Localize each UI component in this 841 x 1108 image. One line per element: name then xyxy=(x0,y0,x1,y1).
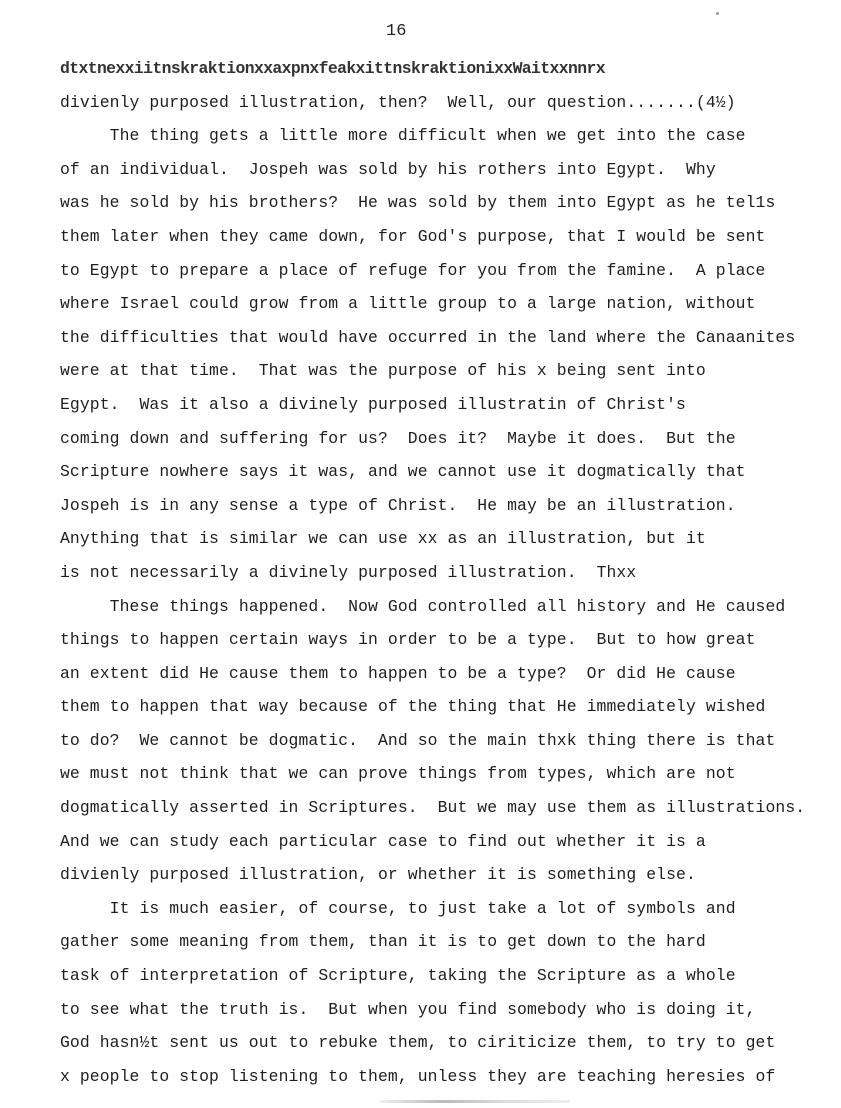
text-line: And we can study each particular case to find out whether it is a xyxy=(60,831,706,851)
scan-smudge xyxy=(380,1100,570,1103)
text-line: of an individual. Jospeh was sold by his rothers into Egypt. Why xyxy=(60,159,716,179)
text-line: was he sold by his brothers? He was sold by them into Egypt as he tel1s xyxy=(60,193,776,213)
text-line: The thing gets a little more difficult when we get into the case xyxy=(60,126,746,146)
text-line: we must not think that we can prove things from types, which are not xyxy=(60,764,736,784)
typewritten-body xyxy=(60,58,841,1099)
text-line: gather some meaning from them, than it is to get down to the hard xyxy=(60,932,706,952)
text-line: coming down and suffering for us? Does it? Maybe it does. But the xyxy=(60,428,736,448)
text-line: divienly purposed illustration, then? Well, our question.......(4½) xyxy=(60,92,736,112)
text-line: them to happen that way because of the thing that He immediately wished xyxy=(60,697,766,717)
text-line: These things happened. Now God controlled all history and He caused xyxy=(60,596,786,616)
text-line: things to happen certain ways in order to be a type. But to how great xyxy=(60,630,756,650)
text-line: to Egypt to prepare a place of refuge for you from the famine. A place xyxy=(60,260,766,280)
text-line: is not necessarily a divinely purposed illustration. Thxx xyxy=(60,562,637,582)
page-number: 16 xyxy=(386,22,407,41)
text-line: task of interpretation of Scripture, taking the Scripture as a whole xyxy=(60,966,736,986)
struck-out-line: dtxtnexxiitnskraktionxxaxpnxfeakxittnskraktionixxWaitxxnnrx xyxy=(60,59,605,78)
paper-speck xyxy=(716,12,719,15)
text-line: where Israel could grow from a little group to a large nation, without xyxy=(60,294,756,314)
text-line: dogmatically asserted in Scriptures. But we may use them as illustrations. xyxy=(60,798,806,818)
text-line: the difficulties that would have occurred in the land where the Canaanites xyxy=(60,327,796,347)
text-line: divienly purposed illustration, or whether it is something else. xyxy=(60,865,696,885)
text-line: It is much easier, of course, to just take a lot of symbols and xyxy=(60,898,736,918)
text-line: x people to stop listening to them, unless they are teaching heresies of xyxy=(60,1066,776,1086)
text-line: to see what the truth is. But when you find somebody who is doing it, xyxy=(60,999,756,1019)
text-line: to do? We cannot be dogmatic. And so the main thxk thing there is that xyxy=(60,730,776,750)
text-line: Anything that is similar we can use xx as an illustration, but it xyxy=(60,529,706,549)
text-line: Scripture nowhere says it was, and we cannot use it dogmatically that xyxy=(60,462,746,482)
text-line: were at that time. That was the purpose of his x being sent into xyxy=(60,361,706,381)
text-line: God hasn½t sent us out to rebuke them, to ciriticize them, to try to get xyxy=(60,1033,776,1053)
text-line: an extent did He cause them to happen to be a type? Or did He cause xyxy=(60,663,736,683)
text-line: them later when they came down, for God's purpose, that I would be sent xyxy=(60,226,766,246)
text-line: Jospeh is in any sense a type of Christ. He may be an illustration. xyxy=(60,495,736,515)
text-line: Egypt. Was it also a divinely purposed illustratin of Christ's xyxy=(60,394,686,414)
